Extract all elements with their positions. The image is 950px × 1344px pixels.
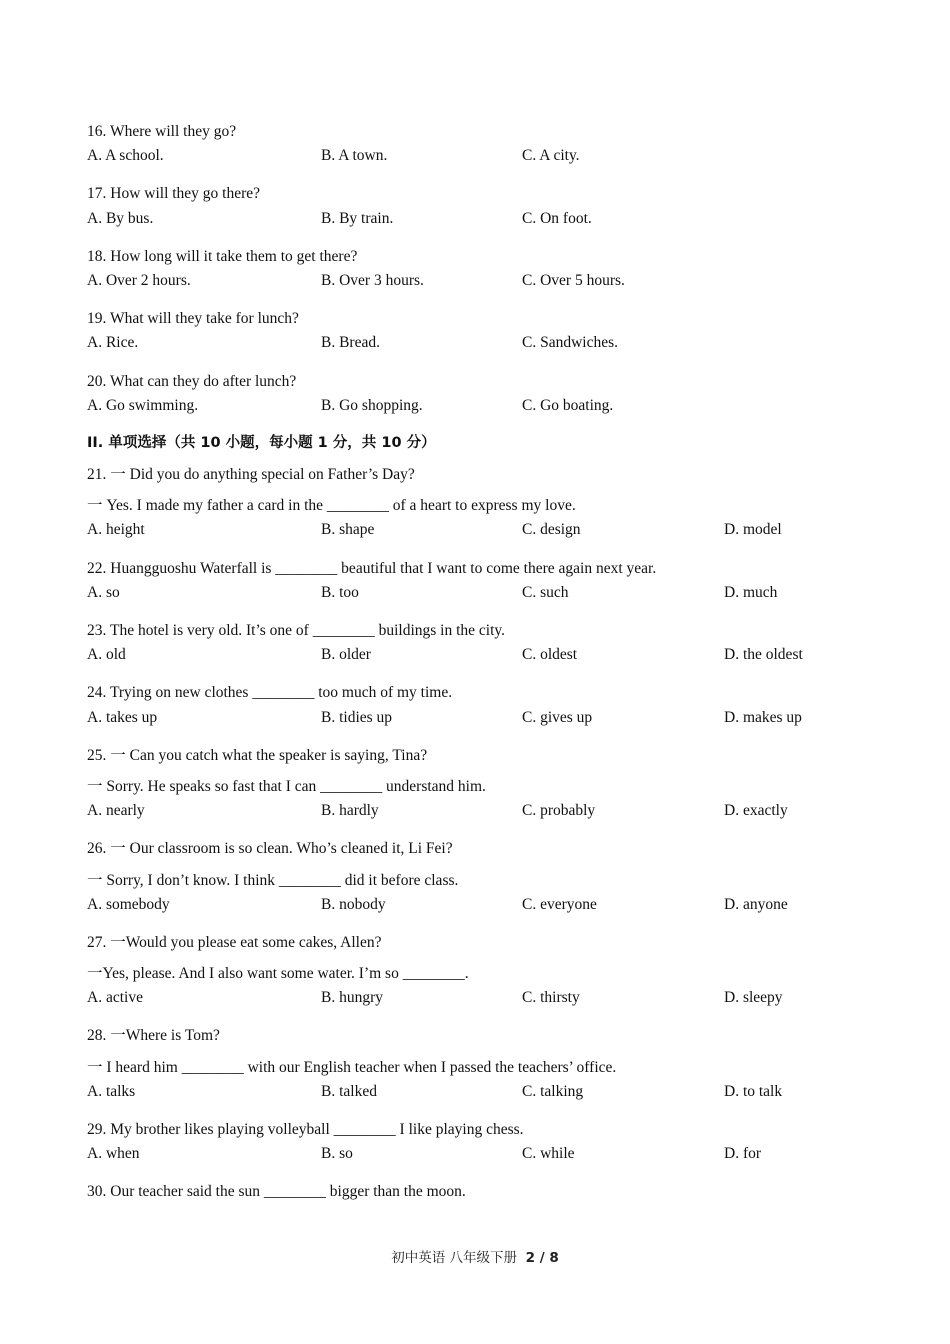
page-separator: / xyxy=(535,1250,550,1266)
question-16 xyxy=(87,116,887,178)
question-28 xyxy=(87,1020,887,1114)
question-21 xyxy=(87,459,887,553)
option-a: A. By bus. xyxy=(87,209,154,227)
option-a: A. Over 2 hours. xyxy=(87,271,191,289)
question-23 xyxy=(87,615,887,677)
exam-page-content xyxy=(87,116,887,1208)
question-response: 一 I heard him ________ with our English teacher when I passed the teachers’ office. xyxy=(87,1058,617,1076)
option-b: B. tidies up xyxy=(321,708,393,726)
option-d: D. the oldest xyxy=(724,646,803,664)
option-c: C. oldest xyxy=(522,646,578,664)
question-stem: 25. 一 Can you catch what the speaker is saying, Tina? xyxy=(87,746,428,764)
option-c: C. such xyxy=(522,583,569,601)
question-25 xyxy=(87,740,887,834)
option-b: B. older xyxy=(321,646,371,664)
option-row xyxy=(87,521,887,552)
question-stem: 24. Trying on new clothes ________ too much of my time. xyxy=(87,684,453,702)
option-d: D. exactly xyxy=(724,802,788,820)
listening-block xyxy=(87,116,887,428)
option-b: B. hungry xyxy=(321,989,383,1007)
question-response: 一 Sorry, I don’t know. I think ________ did it before class. xyxy=(87,871,459,889)
option-a: A. Go swimming. xyxy=(87,396,199,414)
option-b: B. shape xyxy=(321,521,375,539)
question-response: 一Yes, please. And I also want some water. I’m so ________. xyxy=(87,965,469,983)
option-row xyxy=(87,272,887,303)
option-c: C. talking xyxy=(522,1082,584,1100)
option-b: B. nobody xyxy=(321,895,386,913)
option-row xyxy=(87,989,887,1020)
option-d: D. model xyxy=(724,521,782,539)
option-row xyxy=(87,709,887,740)
option-c: C. everyone xyxy=(522,895,597,913)
question-stem: 29. My brother likes playing volleyball ________ I like playing chess. xyxy=(87,1121,524,1138)
option-c: C. Sandwiches. xyxy=(522,334,619,352)
option-b: B. Bread. xyxy=(321,334,380,352)
option-c: C. gives up xyxy=(522,708,593,726)
option-a: A. Rice. xyxy=(87,334,139,352)
question-22 xyxy=(87,553,887,615)
option-a: A. so xyxy=(87,583,120,601)
question-stem: 19. What will they take for lunch? xyxy=(87,310,299,328)
question-stem: 22. Huangguoshu Waterfall is ________ beautiful that I want to come there again next year. xyxy=(87,559,657,577)
option-a: A. nearly xyxy=(87,802,145,820)
option-d: D. much xyxy=(724,583,778,601)
question-19 xyxy=(87,303,887,365)
page-footer xyxy=(0,1246,950,1266)
option-a: A. talks xyxy=(87,1082,136,1100)
option-c: C. while xyxy=(522,1145,575,1163)
question-24 xyxy=(87,677,887,739)
option-c: C. Over 5 hours. xyxy=(522,271,625,289)
option-c: C. Go boating. xyxy=(522,396,614,414)
question-stem: 23. The hotel is very old. It’s one of ________ buildings in the city. xyxy=(87,622,506,639)
option-a: A. takes up xyxy=(87,708,158,726)
option-b: B. hardly xyxy=(321,802,379,820)
option-row xyxy=(87,210,887,241)
question-stem: 16. Where will they go? xyxy=(87,123,237,140)
option-b: B. too xyxy=(321,583,359,601)
option-a: A. old xyxy=(87,646,126,664)
question-29 xyxy=(87,1114,887,1176)
question-stem: 20. What can they do after lunch? xyxy=(87,372,297,390)
option-b: B. Go shopping. xyxy=(321,396,423,414)
question-response: 一 Sorry. He speaks so fast that I can ________ understand him. xyxy=(87,777,486,795)
option-d: D. sleepy xyxy=(724,989,783,1007)
option-c: C. On foot. xyxy=(522,209,592,227)
question-17 xyxy=(87,178,887,240)
question-stem: 17. How will they go there? xyxy=(87,185,261,203)
option-row xyxy=(87,896,887,927)
option-c: C. thirsty xyxy=(522,989,580,1007)
option-b: B. A town. xyxy=(321,147,388,165)
option-d: D. makes up xyxy=(724,708,802,726)
question-stem: 27. 一Would you please eat some cakes, Allen? xyxy=(87,933,382,951)
option-a: A. height xyxy=(87,521,145,539)
option-row xyxy=(87,1145,887,1176)
option-c: C. design xyxy=(522,521,581,539)
question-stem: 26. 一 Our classroom is so clean. Who’s cleaned it, Li Fei? xyxy=(87,840,453,858)
section-heading: II. 单项选择（共 10 小题，每小题 1 分，共 10 分） xyxy=(87,434,436,451)
option-c: C. A city. xyxy=(522,147,580,165)
option-b: B. By train. xyxy=(321,209,394,227)
question-stem: 30. Our teacher said the sun ________ bigger than the moon. xyxy=(87,1183,466,1201)
question-26 xyxy=(87,833,887,927)
option-b: B. talked xyxy=(321,1082,377,1100)
option-row xyxy=(87,646,887,677)
option-b: B. Over 3 hours. xyxy=(321,271,424,289)
option-row xyxy=(87,802,887,833)
question-27 xyxy=(87,927,887,1021)
option-row xyxy=(87,334,887,365)
single-choice-block xyxy=(87,459,887,1208)
option-a: A. active xyxy=(87,989,143,1007)
question-30 xyxy=(87,1176,887,1207)
option-a: A. somebody xyxy=(87,895,170,913)
question-18 xyxy=(87,241,887,303)
option-d: D. anyone xyxy=(724,895,788,913)
option-a: A. A school. xyxy=(87,147,164,165)
question-stem: 21. 一 Did you do anything special on Father’s Day? xyxy=(87,466,415,484)
option-row xyxy=(87,147,887,178)
question-20 xyxy=(87,366,887,428)
option-b: B. so xyxy=(321,1145,353,1163)
option-c: C. probably xyxy=(522,802,596,820)
question-stem: 18. How long will it take them to get there? xyxy=(87,247,358,265)
footer-subject: 初中英语 八年级下册 xyxy=(391,1250,518,1266)
question-response: 一 Yes. I made my father a card in the ________ of a heart to express my love. xyxy=(87,497,576,515)
option-d: D. for xyxy=(724,1145,762,1163)
option-row xyxy=(87,584,887,615)
page-number: 2 xyxy=(525,1250,536,1266)
option-d: D. to talk xyxy=(724,1082,783,1100)
question-stem: 28. 一Where is Tom? xyxy=(87,1027,220,1045)
option-a: A. when xyxy=(87,1145,140,1163)
page-total: 8 xyxy=(549,1250,559,1266)
option-row xyxy=(87,1083,887,1114)
option-row xyxy=(87,397,887,428)
